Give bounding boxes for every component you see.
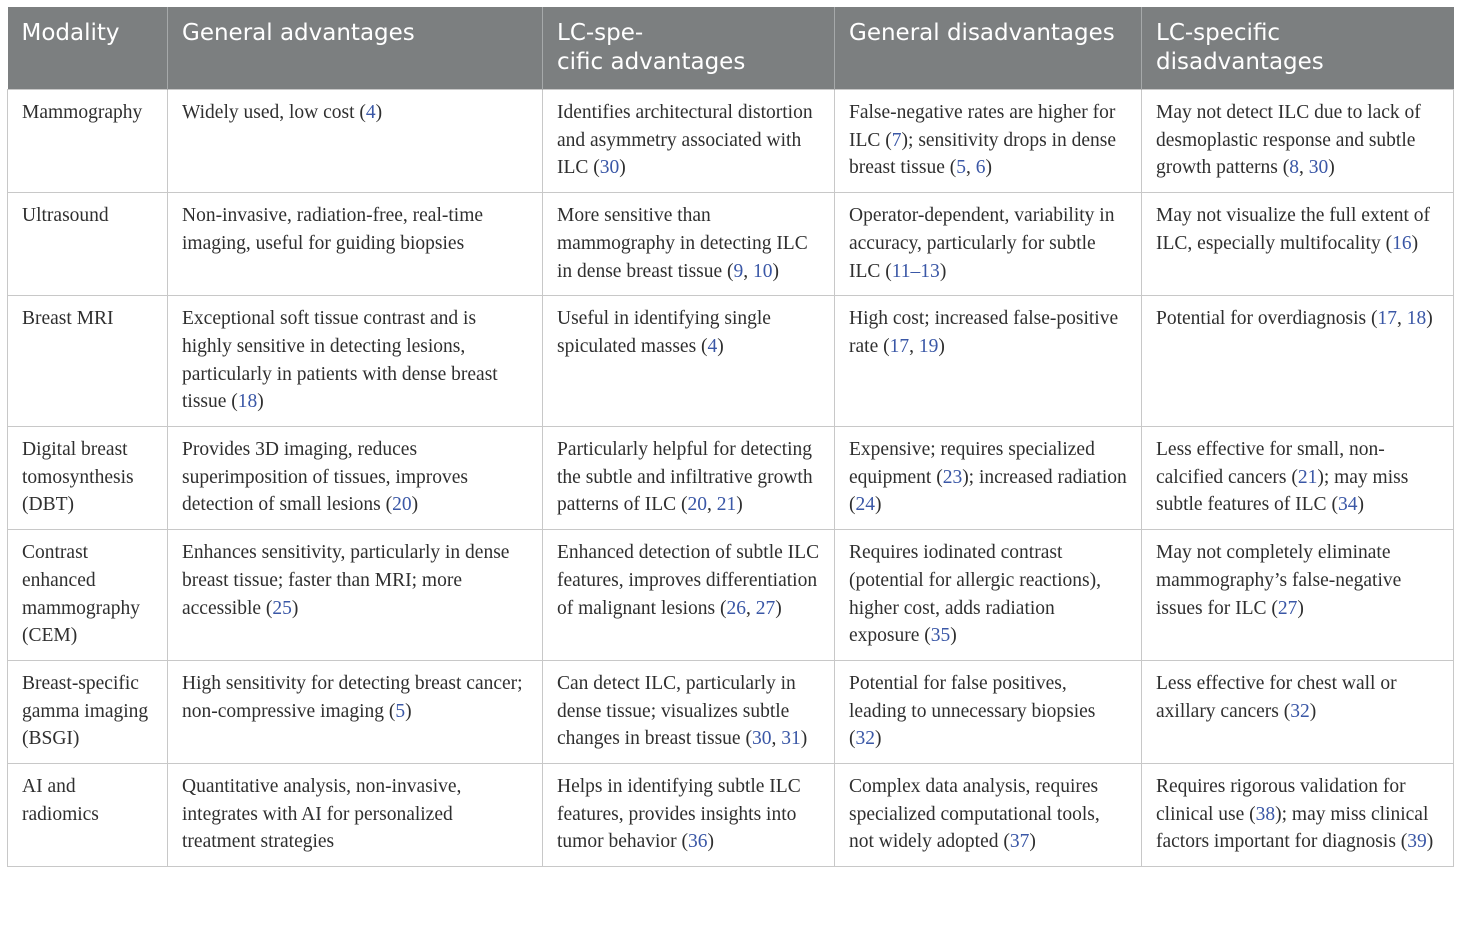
cell-general-advantages [168,90,543,193]
cell-text: ); increased radiation ( [849,466,1127,516]
reference-link[interactable]: 18 [1406,308,1427,330]
comparison-table [7,7,1454,867]
cell-text: Potential for overdiagnosis ( [1156,308,1378,330]
cell-text: ) [717,335,724,357]
reference-link[interactable]: 35 [930,625,951,647]
header-modality: Modality [8,7,168,90]
cell-text: ) [1426,831,1434,853]
cell-general-advantages [168,296,543,427]
cell-text: ) [775,597,782,619]
reference-link[interactable]: 5 [956,157,966,179]
cell-general-advantages [168,764,543,867]
cell-text: Requires rigorous validation for clinical use ( [1156,776,1406,825]
reference-link[interactable]: 7 [891,129,902,151]
cell-modality: Ultrasound [8,193,168,296]
cell-text: ) [1029,831,1036,853]
cell-general-disadvantages [835,660,1142,763]
cell-text: Helps in identifying subtle ILC features, provides insights into tumor behavior ( [557,776,801,853]
cell-text: Exceptional soft tissue contrast and is highly sensitive in detecting lesions, particularly in patients with dense breast tissue ( [182,308,498,413]
cell-general-advantages [168,660,543,763]
cell-text: ) [939,260,947,282]
reference-link[interactable]: 20 [392,494,412,516]
header-general-advantages: General advantages [168,7,543,90]
cell-text: More sensitive than mammography in detecting ILC in dense breast tissue ( [557,205,808,282]
cell-text: ) [950,625,957,647]
cell-lc-specific-disadvantages [1142,427,1454,530]
reference-link[interactable]: 18 [237,391,258,413]
cell-modality: Breast MRI [8,296,168,427]
cell-text: ); sensitivity drops in dense breast tissue ( [849,129,1117,179]
cell-text: ); may miss subtle features of ILC ( [1156,466,1409,516]
cell-text: , [965,157,976,179]
cell-text: , [1298,157,1309,179]
cell-general-disadvantages [835,193,1142,296]
header-lc-specific-advantages: LC-spe- cific advantages [543,7,835,90]
cell-text: , [743,260,754,282]
reference-link[interactable]: 8 [1289,157,1299,179]
cell-text: Potential for false positives, leading to unnecessary biopsies ( [849,672,1096,750]
reference-link[interactable]: 24 [855,494,875,516]
cell-modality: Contrast enhanced mammography (CEM) [8,530,168,661]
cell-text: Can detect ILC, particularly in dense tissue; visualizes subtle changes in breast tissue ( [557,672,796,750]
cell-text: Non-invasive, radiation-free, real-time imaging, useful for guiding biopsies [182,205,484,254]
cell-text: Useful in identifying single spiculated masses ( [557,308,771,357]
reference-link[interactable]: 19 [918,335,939,357]
cell-text: ) [1297,597,1304,619]
cell-general-advantages [168,427,543,530]
cell-text: Complex data analysis, requires specialized computational tools, not widely adopted ( [849,776,1100,853]
cell-text: ) [375,102,383,123]
reference-link[interactable]: 23 [942,466,963,488]
cell-text: High cost; increased false-positive rate ( [849,308,1119,357]
cell-text: Less effective for small, non-calcified cancers ( [1156,439,1385,488]
reference-link[interactable]: 36 [688,831,708,853]
reference-link[interactable]: 25 [272,597,292,619]
header-lc-specific-disadvantages: LC-specific disadvantages [1142,7,1454,90]
reference-link[interactable]: 4 [707,335,718,357]
reference-link[interactable]: 26 [726,597,747,619]
cell-lc-specific-disadvantages [1142,193,1454,296]
cell-lc-specific-advantages [543,764,835,867]
reference-link[interactable]: 20 [687,494,708,516]
table-row [8,764,1454,867]
cell-text: , [1397,308,1407,330]
cell-lc-specific-advantages [543,90,835,193]
cell-text: ) [736,494,743,516]
reference-link[interactable]: 5 [395,700,406,722]
reference-link[interactable]: 6 [975,157,986,179]
reference-link[interactable]: 38 [1255,803,1276,825]
table-row [8,90,1454,193]
reference-link[interactable]: 9 [733,260,744,282]
cell-text: ) [938,335,945,357]
cell-text: Enhanced detection of subtle ILC features, improves differentiation of malignant lesions ( [557,542,820,619]
cell-text: May not detect ILC due to lack of desmoplastic response and subtle growth patterns ( [1156,102,1421,179]
reference-link[interactable]: 27 [1277,597,1298,619]
cell-lc-specific-disadvantages [1142,660,1454,763]
cell-text: Less effective for chest wall or axillary cancers ( [1156,672,1397,722]
cell-modality: AI and radiomics [8,764,168,867]
cell-lc-specific-disadvantages [1142,764,1454,867]
cell-text: , [746,597,756,619]
cell-text: High sensitivity for detecting breast cancer; non-compressive imaging ( [182,672,523,722]
cell-text: ) [1309,700,1317,722]
cell-text: ); may miss clinical factors important for diagnosis ( [1156,803,1429,853]
cell-lc-specific-advantages [543,660,835,763]
cell-modality: Breast-specific gamma imaging (BSGI) [8,660,168,763]
cell-text: Identifies architectural distortion and asymmetry associated with ILC ( [557,102,813,179]
cell-text: May not visualize the full extent of ILC, especially multifocality ( [1156,205,1431,254]
cell-lc-specific-advantages [543,193,835,296]
cell-text: ) [257,391,264,413]
cell-general-advantages [168,530,543,661]
cell-text: ) [875,494,882,516]
reference-link[interactable]: 21 [716,494,737,516]
cell-general-disadvantages [835,296,1142,427]
cell-text: ) [985,157,992,179]
cell-text: ) [1328,157,1335,179]
table-row [8,427,1454,530]
reference-link[interactable]: 31 [781,728,801,750]
cell-text: Quantitative analysis, non-invasive, integrates with AI for personalized treatment strategies [182,776,462,853]
cell-text: ) [291,597,299,619]
reference-link[interactable]: 10 [753,260,773,282]
reference-link[interactable]: 27 [755,597,776,619]
reference-link[interactable]: 16 [1392,232,1412,254]
cell-text: Provides 3D imaging, reduces superimposition of tissues, improves detection of small lesions ( [182,439,468,516]
table-row [8,193,1454,296]
cell-general-disadvantages [835,90,1142,193]
cell-text: ) [800,728,808,750]
cell-lc-specific-disadvantages [1142,530,1454,661]
cell-text: ) [707,831,715,853]
cell-modality: Digital breast tomosynthesis (DBT) [8,427,168,530]
table-row [8,530,1454,661]
cell-modality: Mammography [8,90,168,193]
header-general-disadvantages: General disadvantages [835,7,1142,90]
cell-text: ) [411,494,419,516]
cell-text: Expensive; requires specialized equipment ( [849,439,1095,488]
cell-text: ) [875,728,882,750]
cell-text: , [707,494,717,516]
table-row [8,296,1454,427]
cell-lc-specific-disadvantages [1142,90,1454,193]
cell-text: May not completely eliminate mammography’s false-negative issues for ILC ( [1156,542,1402,619]
cell-text: , [909,335,919,357]
reference-link[interactable]: 32 [1290,700,1310,722]
reference-link[interactable]: 39 [1407,831,1427,853]
cell-text: ) [1411,232,1419,254]
reference-link[interactable]: 4 [365,102,376,123]
reference-link[interactable]: 30 [599,157,620,179]
cell-text: Enhances sensitivity, particularly in dense breast tissue; faster than MRI; more accessible ( [182,542,510,619]
table-row [8,660,1454,763]
reference-link[interactable]: 37 [1009,831,1030,853]
cell-lc-specific-disadvantages [1142,296,1454,427]
cell-lc-specific-advantages [543,530,835,661]
reference-link[interactable]: 11–13 [891,260,940,282]
cell-text: False-negative rates are higher for ILC ( [849,102,1116,151]
cell-text: ) [1426,308,1433,330]
table-body [8,90,1454,867]
cell-general-disadvantages [835,530,1142,661]
reference-link[interactable]: 30 [751,728,772,750]
cell-lc-specific-advantages [543,427,835,530]
cell-text: Widely used, low cost ( [182,102,366,123]
reference-link[interactable]: 21 [1297,466,1318,488]
reference-link[interactable]: 34 [1337,494,1358,516]
reference-link[interactable]: 32 [855,728,875,750]
cell-text: ) [619,157,626,179]
header-row [8,7,1454,90]
cell-text: Requires iodinated contrast (potential for allergic reactions), higher cost, adds radiation exposure ( [849,542,1101,647]
cell-text: , [771,728,782,750]
cell-text: Operator-dependent, variability in accuracy, particularly for subtle ILC ( [849,205,1115,282]
cell-text: ) [1357,494,1364,516]
reference-link[interactable]: 30 [1308,157,1329,179]
cell-text: ) [772,260,780,282]
cell-general-advantages [168,193,543,296]
reference-link[interactable]: 17 [1377,308,1397,330]
cell-general-disadvantages [835,764,1142,867]
cell-text: Particularly helpful for detecting the subtle and infiltrative growth patterns of ILC ( [557,439,813,516]
cell-lc-specific-advantages [543,296,835,427]
cell-general-disadvantages [835,427,1142,530]
reference-link[interactable]: 17 [889,335,910,357]
cell-text: ) [405,700,412,722]
